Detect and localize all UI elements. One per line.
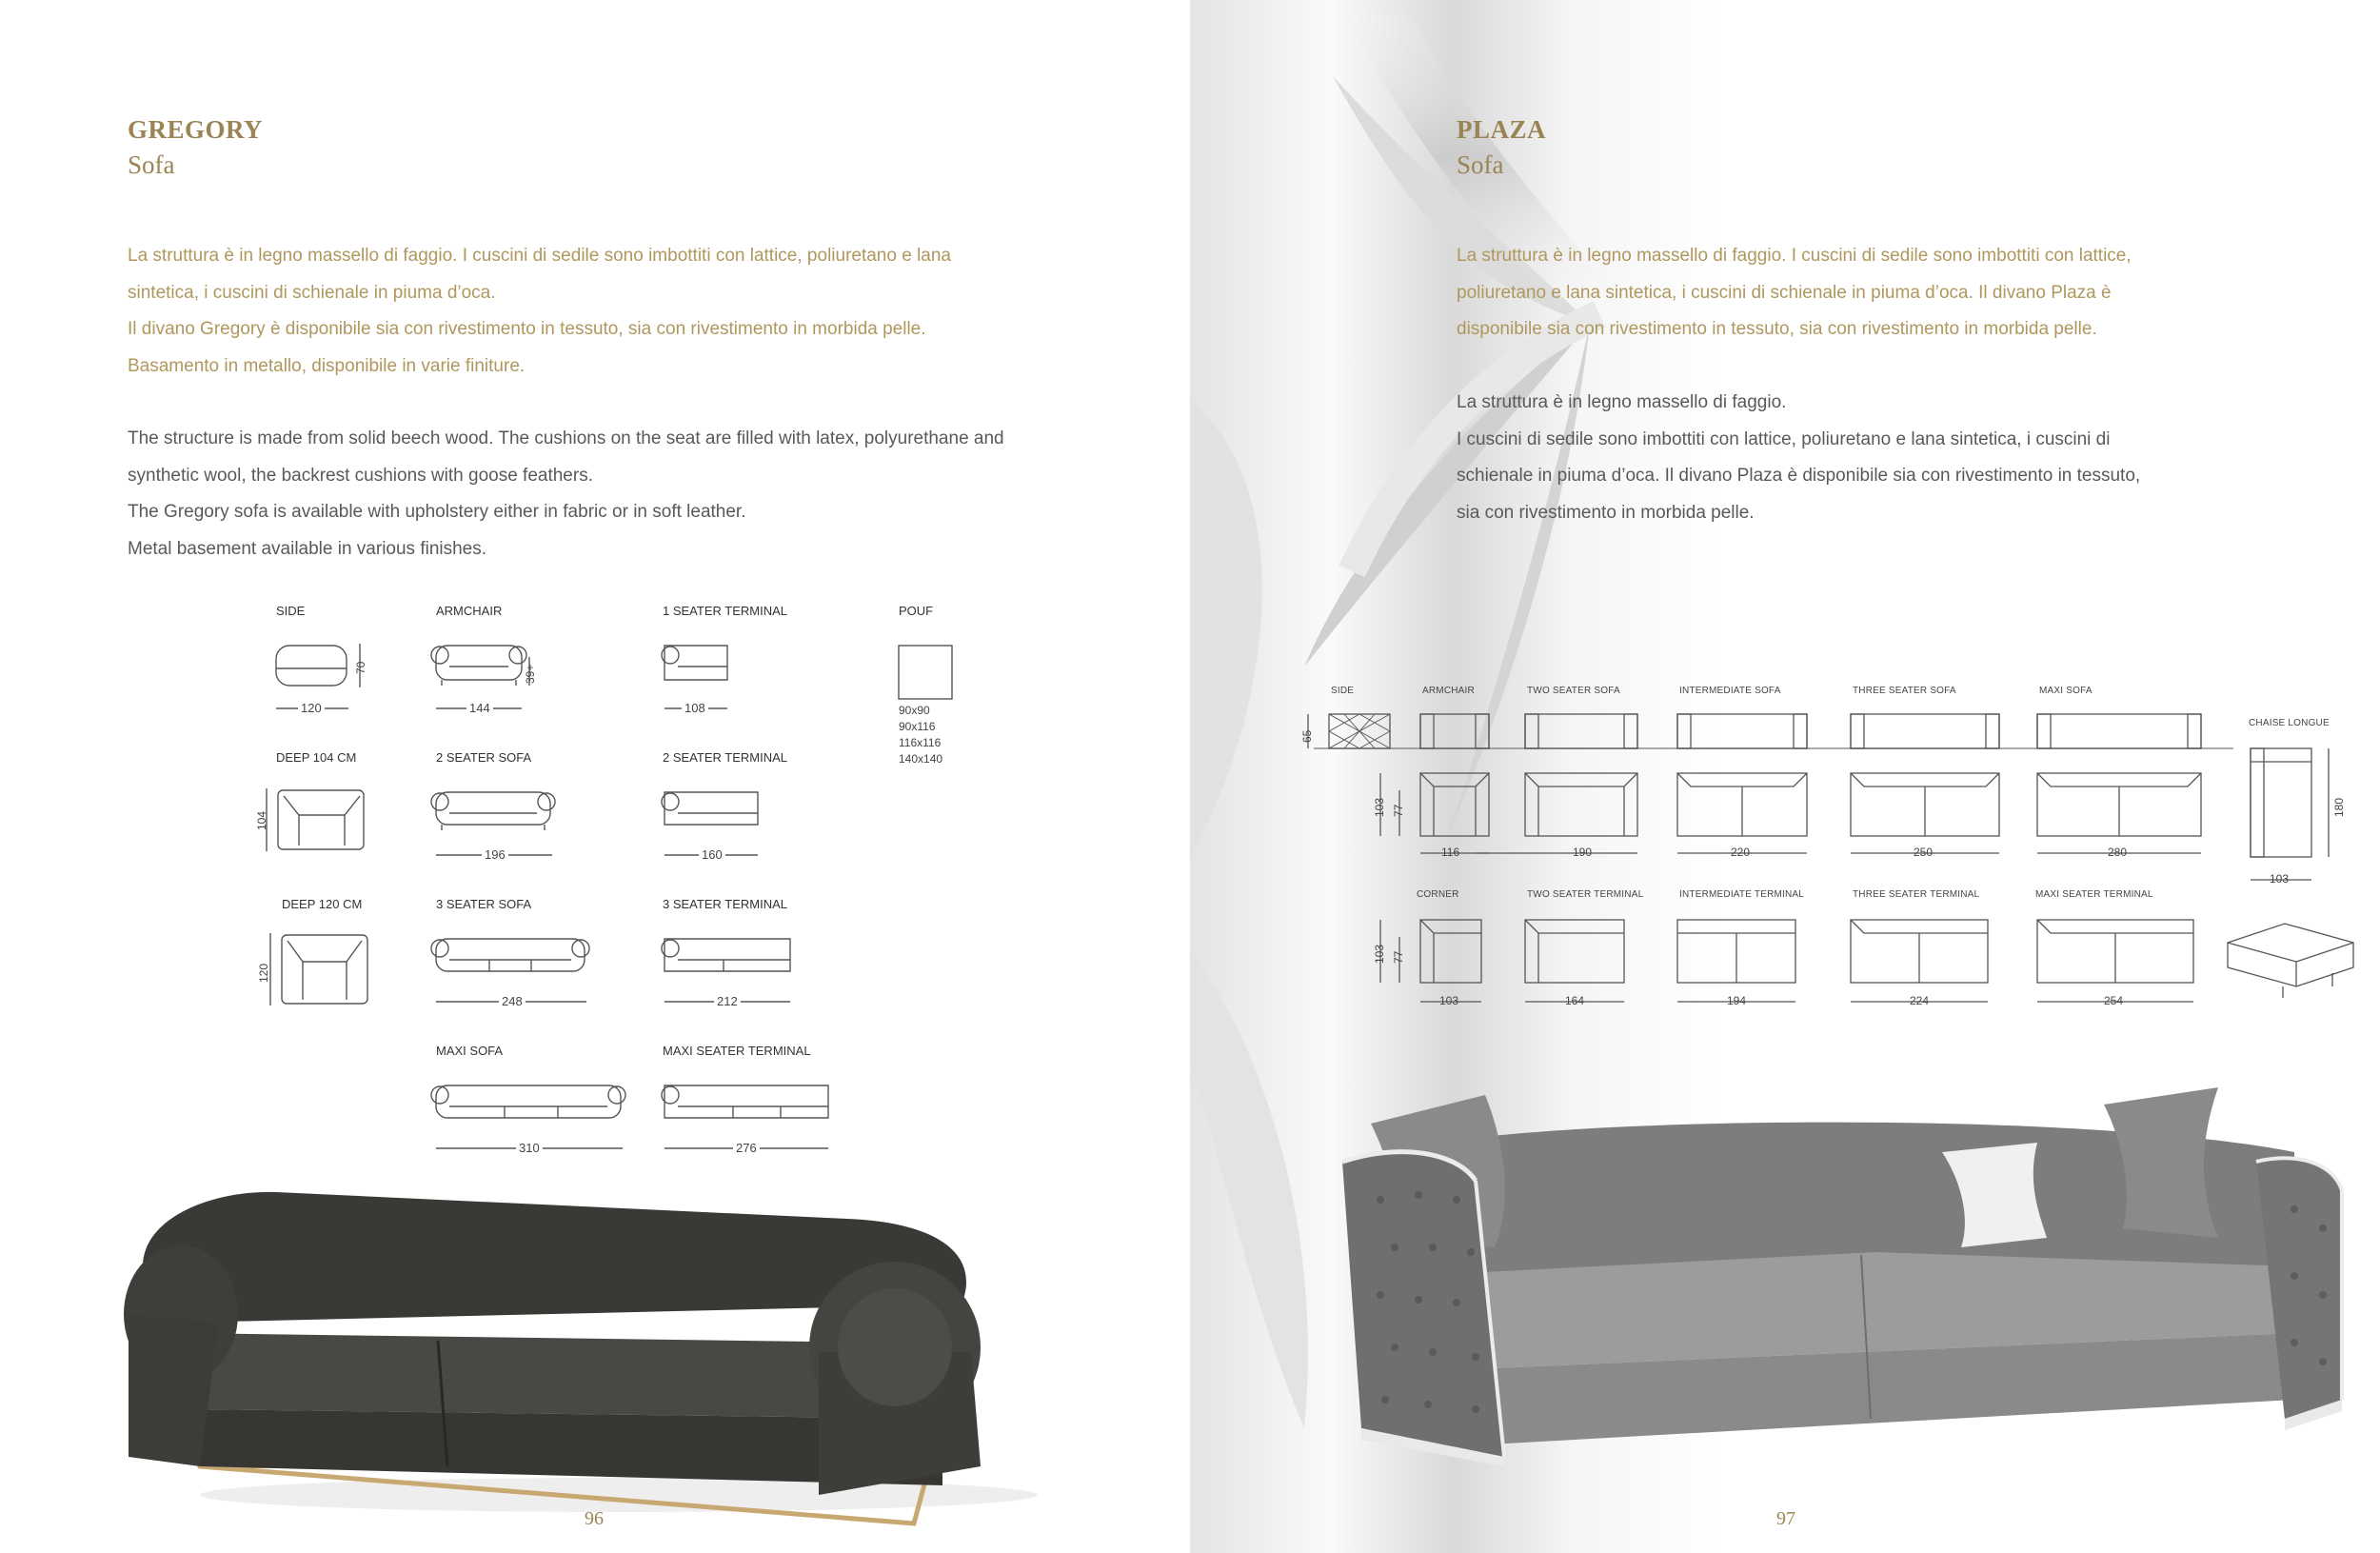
plaza-depth-inner-value: 77 (1392, 804, 1405, 817)
armchair-drawing (431, 646, 529, 708)
two-seater-terminal-width: 164 (1565, 994, 1585, 1007)
pouf-label: POUF (899, 604, 934, 618)
page-number-left: 96 (585, 1508, 604, 1529)
seater1-terminal-width-value: 108 (682, 701, 708, 715)
plaza-depth-outer-value: 103 (1373, 797, 1386, 817)
sofa3-label: 3 SEATER SOFA (436, 897, 532, 911)
side-width-value: 120 (298, 701, 325, 715)
chaise-width-value: 103 (2270, 872, 2290, 886)
intermediate-terminal-label: INTERMEDIATE TERMINAL (1679, 889, 1805, 900)
paragraph-line: disponibile sia con rivestimento in tessuto, sia con rivestimento in morbida pelle. (1457, 319, 2097, 339)
terminal-depth-inner-value: 77 (1392, 950, 1405, 964)
plaza-top-plans (1380, 773, 2201, 853)
seater1-terminal-label: 1 SEATER TERMINAL (663, 604, 787, 618)
maxi-terminal-width-value: 276 (733, 1141, 760, 1155)
paragraph-line: La struttura è in legno massello di faggio. I cuscini di sedile sono imbottiti con lattice, poliuretano e lana (128, 246, 951, 266)
chaise-longue-label: CHAISE LONGUE (2249, 718, 2330, 728)
plaza-title: PLAZA (1457, 115, 1547, 144)
plaza-two-seater-label: TWO SEATER SOFA (1527, 686, 1620, 696)
armchair-label: ARMCHAIR (436, 604, 503, 618)
maxi-sofa-width-value: 310 (516, 1141, 543, 1155)
paragraph-line: synthetic wool, the backrest cushions with goose feathers. (128, 465, 593, 486)
plaza-maxi-width: 280 (2108, 846, 2128, 859)
paragraph-line: Il divano Gregory è disponibile sia con rivestimento in tessuto, sia con rivestimento in morbida pelle. (128, 319, 926, 339)
terminal3-width-value: 212 (714, 994, 741, 1008)
three-seater-terminal-label: THREE SEATER TERMINAL (1853, 889, 1980, 900)
paragraph-line: I cuscini di sedile sono imbottiti con lattice, poliuretano e lana sintetica, i cuscini di (1457, 428, 2111, 449)
terminal-depth-outer-value: 103 (1373, 944, 1386, 964)
paragraph-line: schienale in piuma d’oca. Il divano Plaza è disponibile sia con rivestimento in tessuto, (1457, 466, 2141, 486)
paragraph-line: Metal basement available in various finishes. (128, 538, 487, 559)
plaza-sofa-image (1342, 1085, 2351, 1466)
pouf-size: 90x116 (899, 720, 936, 733)
chaise-length-value: 180 (2332, 797, 2346, 817)
intermediate-terminal-width: 194 (1727, 994, 1747, 1007)
armchair-height-value: 39+ (524, 664, 537, 684)
gregory-sofa-image (124, 1181, 1076, 1523)
sofa2-drawing (431, 792, 555, 855)
maxi-sofa-drawing (431, 1085, 625, 1148)
side-label: SIDE (276, 604, 306, 618)
plaza-intermediate-width: 220 (1731, 846, 1751, 859)
plaza-maxi-label: MAXI SOFA (2039, 686, 2092, 696)
paragraph-line: sia con rivestimento in morbida pelle. (1457, 502, 1755, 523)
terminal2-label: 2 SEATER TERMINAL (663, 750, 787, 765)
pouf-sizes (899, 703, 942, 767)
deep104-drawing (267, 788, 364, 851)
plaza-subtitle: Sofa (1457, 150, 1504, 179)
pouf-drawing (899, 646, 952, 699)
side-view-drawing (276, 644, 360, 708)
two-seater-terminal-label: TWO SEATER TERMINAL (1527, 889, 1644, 900)
paragraph-line: Basamento in metallo, disponibile in varie finiture. (128, 355, 526, 376)
deep120-label: DEEP 120 CM (282, 897, 363, 911)
pouf-size: 90x90 (899, 704, 930, 717)
seater1-terminal-drawing (662, 646, 727, 708)
paragraph-line: La struttura è in legno massello di faggio. (1457, 392, 1787, 412)
side-height-value: 70 (354, 661, 367, 674)
sofa2-width-value: 196 (482, 847, 508, 862)
maxi-terminal-drawing (662, 1085, 828, 1148)
deep104-label: DEEP 104 CM (276, 750, 357, 765)
sofa3-drawing (431, 939, 589, 1002)
right-page (1190, 0, 2380, 1553)
three-seater-terminal-width: 224 (1910, 994, 1930, 1007)
maxi-sofa-label: MAXI SOFA (436, 1044, 504, 1058)
page-number-right: 97 (1776, 1508, 1795, 1529)
plaza-armchair-label: ARMCHAIR (1422, 686, 1475, 696)
corner-label: CORNER (1417, 889, 1459, 900)
gregory-title: GREGORY (128, 115, 264, 144)
plaza-height-value: 65 (1300, 729, 1314, 743)
chaise-longue-drawing (2251, 748, 2329, 880)
terminal3-label: 3 SEATER TERMINAL (663, 897, 787, 911)
plaza-three-seater-label: THREE SEATER SOFA (1853, 686, 1956, 696)
sofa-bed-drawing (2228, 924, 2353, 998)
plaza-intermediate-label: INTERMEDIATE SOFA (1679, 686, 1781, 696)
paragraph-line: The structure is made from solid beech wood. The cushions on the seat are filled with latex, polyurethane and (128, 428, 1004, 448)
plaza-terminal-plans (1380, 920, 2193, 1002)
maxi-seater-terminal-label: MAXI SEATER TERMINAL (2035, 889, 2153, 900)
deep104-depth-value: 104 (255, 810, 268, 830)
plaza-three-seater-width: 250 (1914, 846, 1934, 859)
plaza-side-label: SIDE (1331, 686, 1355, 696)
sofa3-width-value: 248 (499, 994, 526, 1008)
corner-width-value: 103 (1439, 994, 1459, 1007)
pouf-size: 116x116 (899, 736, 942, 749)
paragraph-line: The Gregory sofa is available with upholstery either in fabric or in soft leather. (128, 502, 746, 522)
plaza-elevations (1329, 714, 2201, 748)
pouf-size: 140x140 (899, 752, 943, 766)
gregory-subtitle: Sofa (128, 150, 175, 179)
maxi-seater-terminal-width: 254 (2104, 994, 2124, 1007)
deep120-drawing (270, 933, 367, 1005)
plaza-armchair-width: 116 (1441, 846, 1460, 859)
maxi-terminal-label: MAXI SEATER TERMINAL (663, 1044, 811, 1058)
paragraph-line: poliuretano e lana sintetica, i cuscini di schienale in piuma d’oca. Il divano Plaza è (1457, 282, 2112, 303)
sofa2-label: 2 SEATER SOFA (436, 750, 532, 765)
terminal2-drawing (662, 792, 758, 855)
armchair-width-value: 144 (466, 701, 493, 715)
terminal2-width-value: 160 (699, 847, 725, 862)
terminal3-drawing (662, 939, 790, 1002)
deep120-depth-value: 120 (257, 963, 270, 983)
paragraph-line: La struttura è in legno massello di faggio. I cuscini di sedile sono imbottiti con lattice, (1457, 246, 2132, 266)
paragraph-line: sintetica, i cuscini di schienale in piuma d’oca. (128, 282, 496, 303)
plaza-two-seater-width: 190 (1573, 846, 1593, 859)
